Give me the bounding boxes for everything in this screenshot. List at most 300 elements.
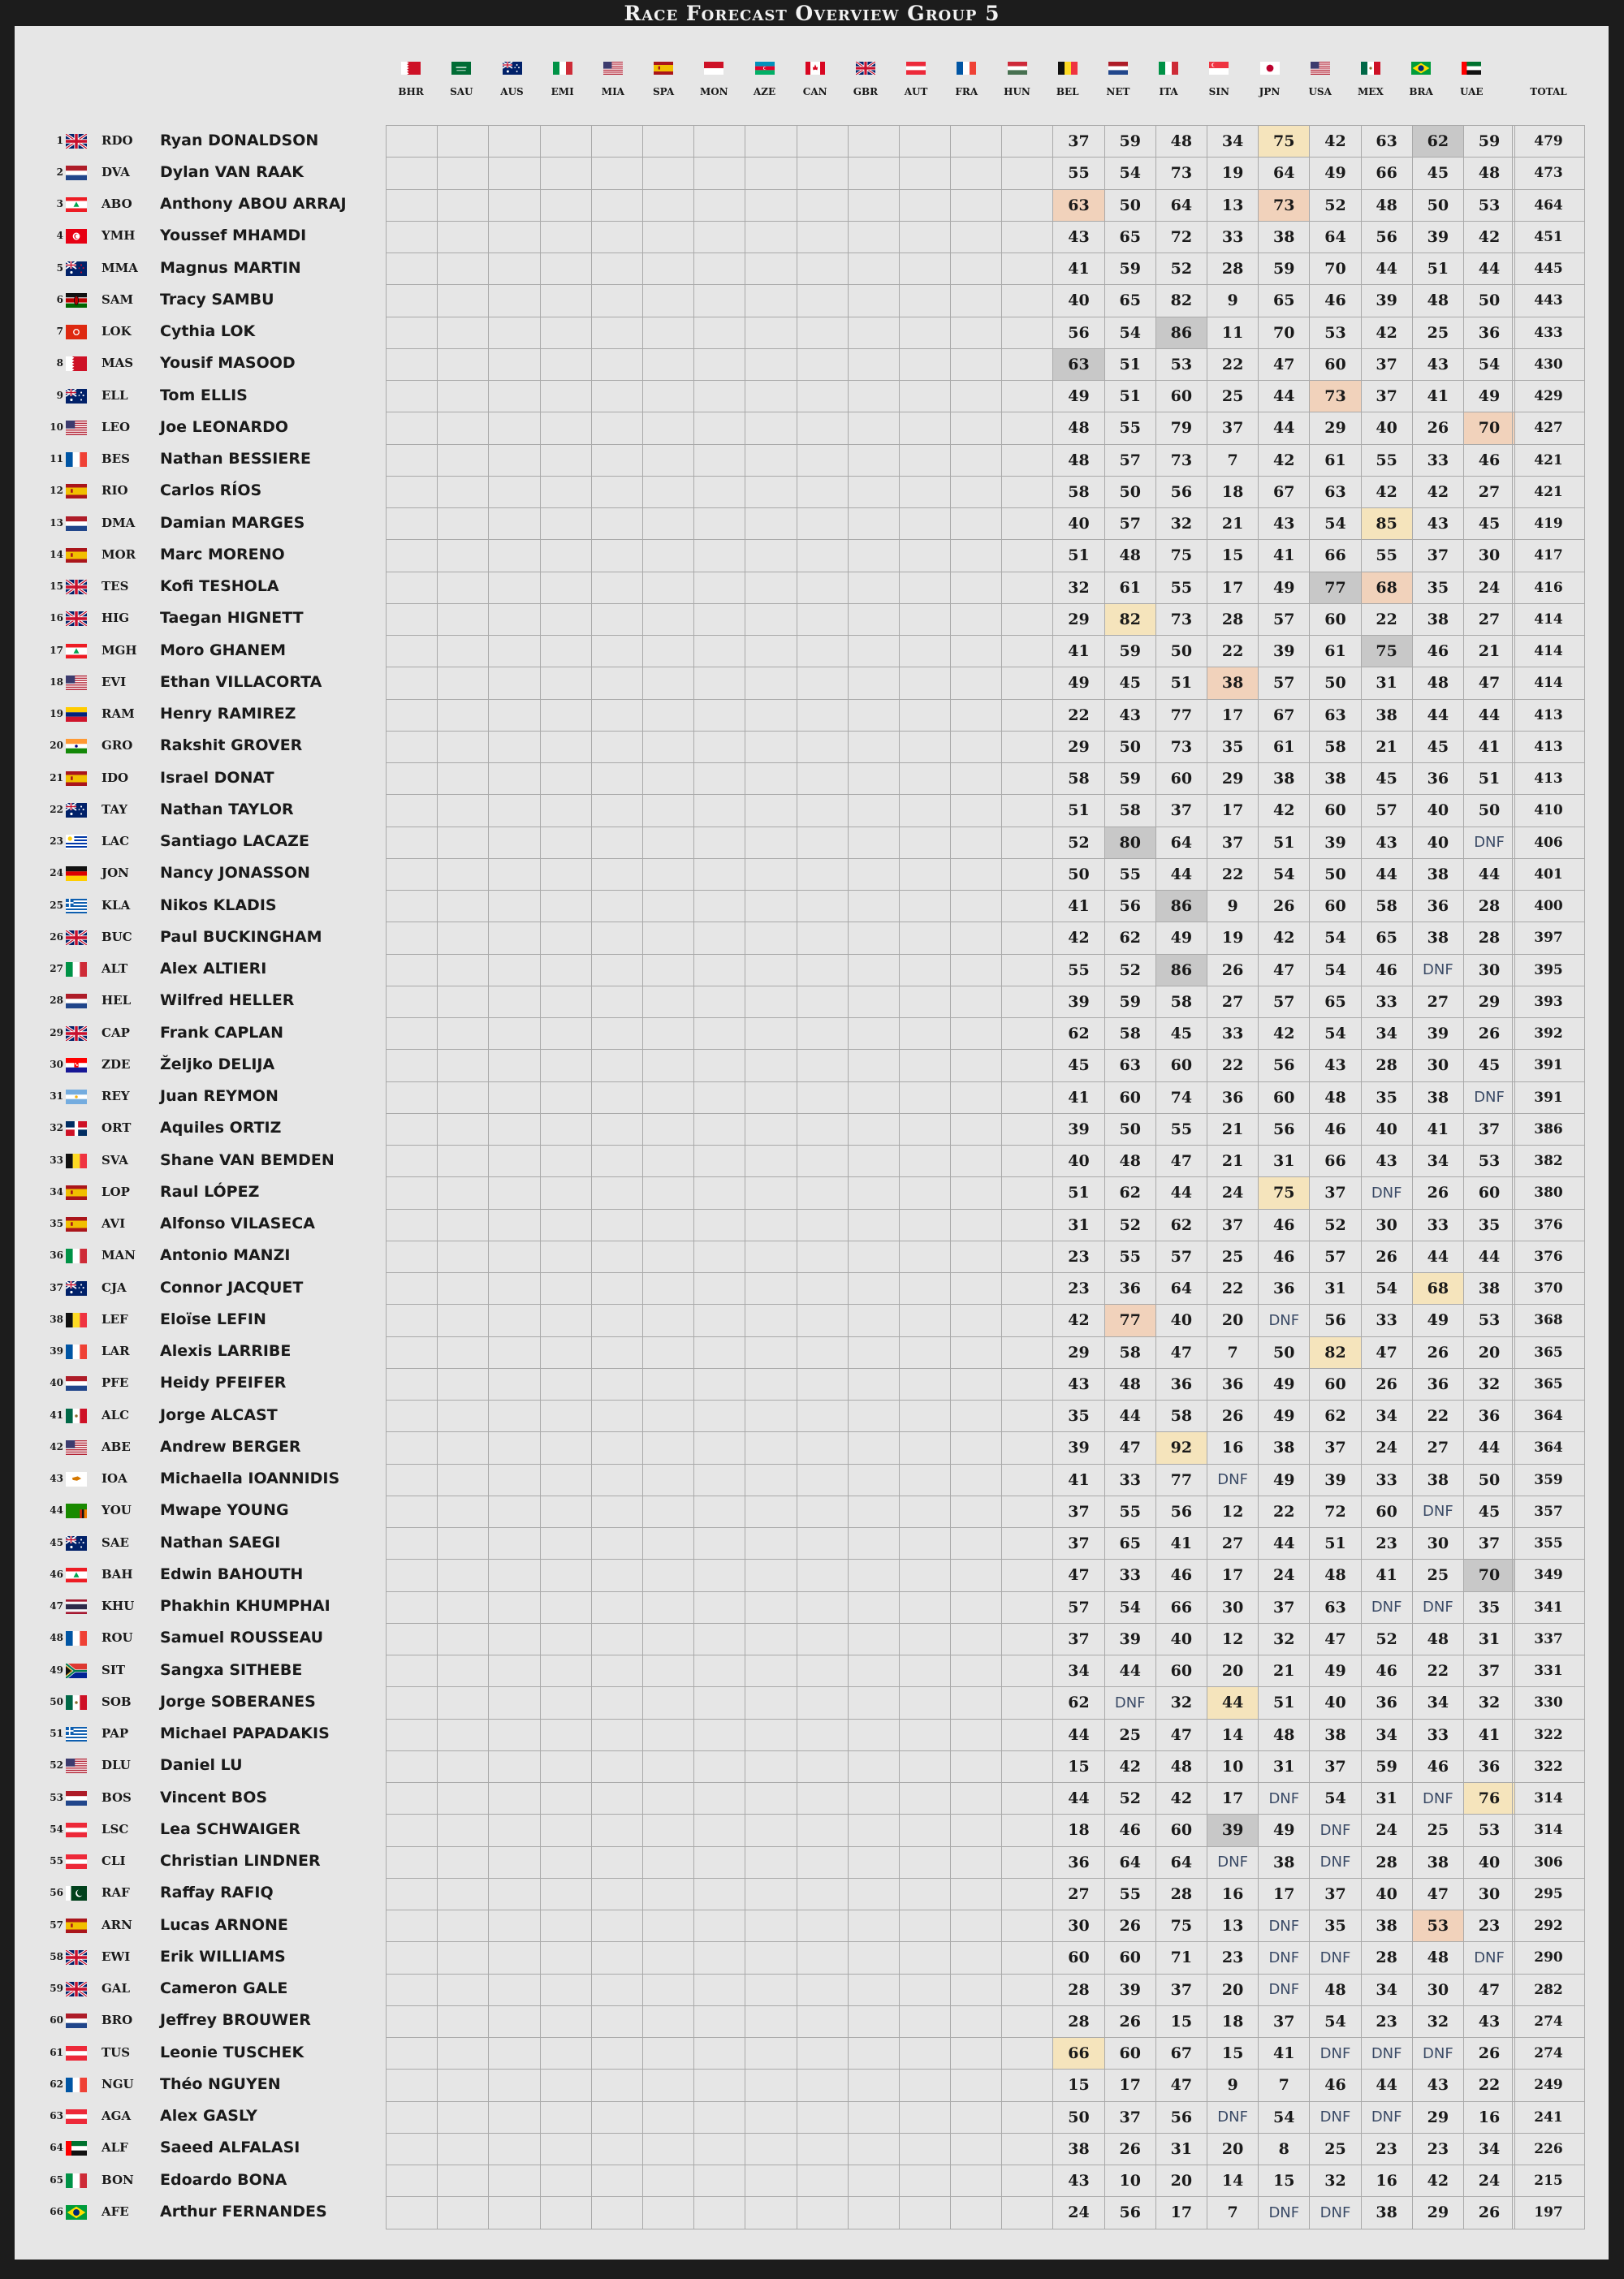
empty-cell-emi (540, 1750, 591, 1782)
empty-cell-aze (745, 1560, 797, 1591)
empty-cell-gbr (848, 763, 899, 795)
empty-cell-sau (438, 1241, 489, 1272)
empty-cell-gbr (848, 221, 899, 253)
score-cell-mex: 22 (1361, 603, 1412, 635)
score-cell-sin: 19 (1207, 922, 1259, 954)
score-cell-mex: DNF (1361, 1177, 1412, 1209)
empty-cell-sau (438, 827, 489, 858)
empty-cell-bhr (387, 1305, 438, 1336)
driver-position: 30 (50, 1058, 63, 1070)
empty-cell-aze (745, 1113, 797, 1145)
empty-cell-mia (591, 1177, 642, 1209)
score-cell-uae: 70 (1463, 1560, 1514, 1591)
empty-cell-bhr (387, 795, 438, 827)
empty-cell-mia (591, 1432, 642, 1464)
driver-abbreviation: REY (102, 1089, 130, 1104)
total-cell: 397 (1513, 922, 1585, 954)
driver-abbreviation: SVA (102, 1152, 128, 1168)
empty-cell-mia (591, 317, 642, 348)
empty-cell-emi (540, 381, 591, 412)
empty-cell-sau (438, 1974, 489, 2005)
empty-cell-gbr (848, 444, 899, 476)
driver-position: 37 (50, 1281, 63, 1293)
driver-position: 20 (50, 740, 63, 752)
empty-cell-emi (540, 221, 591, 253)
score-cell-bra: 33 (1412, 1719, 1463, 1750)
empty-cell-emi (540, 891, 591, 922)
empty-cell-gbr (848, 1687, 899, 1719)
score-cell-bel: 23 (1053, 1273, 1104, 1305)
empty-cell-aze (745, 2038, 797, 2070)
empty-cell-emi (540, 603, 591, 635)
score-cell-bra: DNF (1412, 1591, 1463, 1623)
empty-cell-hun (1002, 1464, 1053, 1496)
driver-abbreviation: BON (102, 2172, 134, 2187)
empty-cell-gbr (848, 1432, 899, 1464)
empty-cell-hun (1002, 1273, 1053, 1305)
empty-cell-can (797, 508, 848, 540)
total-row (1513, 1846, 1585, 1878)
empty-cell-sau (438, 2165, 489, 2197)
score-cell-sin: 37 (1207, 1209, 1259, 1241)
score-cell-ita: 60 (1155, 1050, 1207, 1081)
score-cell-bel: 34 (1053, 1655, 1104, 1687)
empty-cell-mia (591, 2005, 642, 2037)
empty-cell-hun (1002, 763, 1053, 795)
race-flag-hungary-icon (1008, 62, 1027, 75)
score-cell-net: 80 (1104, 827, 1155, 858)
score-cell-usa: 54 (1310, 1018, 1361, 1050)
empty-cell-emi (540, 1846, 591, 1878)
total-cell: 365 (1513, 1336, 1585, 1368)
empty-cell-hun (1002, 1815, 1053, 1846)
driver-abbreviation: ZDE (102, 1056, 131, 1072)
empty-cell-spa (642, 1018, 693, 1050)
empty-cell-can (797, 827, 848, 858)
empty-cell-mon (694, 572, 745, 603)
driver-name: Sangxa SITHEBE (160, 1660, 303, 1679)
score-cell-usa: 63 (1310, 1591, 1361, 1623)
score-cell-jpn: 49 (1259, 1815, 1310, 1846)
empty-cell-sau (438, 1464, 489, 1496)
total-row (1513, 1113, 1585, 1145)
score-cell-mex: 39 (1361, 285, 1412, 317)
score-cell-net: 60 (1104, 2038, 1155, 2070)
empty-cell-hun (1002, 1050, 1053, 1081)
empty-cell-mia (591, 1815, 642, 1846)
empty-cell-mia (591, 1050, 642, 1081)
empty-cell-bhr (387, 1878, 438, 1910)
empty-cell-mon (694, 667, 745, 699)
empty-cell-aus (489, 1018, 540, 1050)
table-row (387, 1942, 1515, 1974)
score-cell-sin: 9 (1207, 2070, 1259, 2101)
empty-cell-mia (591, 1241, 642, 1272)
empty-cell-hun (1002, 986, 1053, 1017)
driver-name: Nathan BESSIERE (160, 450, 311, 468)
score-cell-net: 25 (1104, 1719, 1155, 1750)
driver-abbreviation: LEF (102, 1311, 128, 1327)
empty-cell-bhr (387, 253, 438, 285)
score-cell-bra: 30 (1412, 1528, 1463, 1560)
empty-cell-sau (438, 1177, 489, 1209)
score-cell-ita: 46 (1155, 1560, 1207, 1591)
score-cell-uae: 24 (1463, 2165, 1514, 2197)
total-cell: 443 (1513, 285, 1585, 317)
empty-cell-fra (951, 540, 1002, 572)
driver-flag-france-icon (66, 1345, 87, 1359)
score-cell-uae: 41 (1463, 731, 1514, 762)
score-cell-ita: 47 (1155, 1719, 1207, 1750)
empty-cell-gbr (848, 1719, 899, 1750)
score-cell-jpn: 17 (1259, 1878, 1310, 1910)
driver-name: Željko DELIJA (160, 1055, 275, 1073)
empty-cell-mon (694, 1273, 745, 1305)
score-cell-bel: 41 (1053, 636, 1104, 667)
total-row (1513, 1910, 1585, 1942)
score-cell-usa: DNF (1310, 1815, 1361, 1846)
score-cell-jpn: 31 (1259, 1146, 1310, 1177)
table-row (387, 2133, 1515, 2165)
empty-cell-mia (591, 1910, 642, 1942)
empty-cell-fra (951, 1273, 1002, 1305)
empty-cell-can (797, 1560, 848, 1591)
empty-cell-hun (1002, 1146, 1053, 1177)
score-cell-ita: 58 (1155, 986, 1207, 1017)
empty-cell-fra (951, 2038, 1002, 2070)
empty-cell-emi (540, 858, 591, 890)
table-row (387, 348, 1515, 380)
score-cell-uae: DNF (1463, 1942, 1514, 1974)
empty-cell-aze (745, 1496, 797, 1527)
driver-flag-france-icon (66, 2078, 87, 2092)
empty-cell-mia (591, 126, 642, 158)
driver-flag-germany-icon (66, 866, 87, 881)
driver-flag-netherlands-icon (66, 994, 87, 1008)
empty-cell-spa (642, 2038, 693, 2070)
driver-flag-uk-icon (66, 1950, 87, 1965)
total-row (1513, 1783, 1585, 1815)
driver-name: Andrew BERGER (160, 1437, 301, 1456)
score-cell-bel: 42 (1053, 1305, 1104, 1336)
score-cell-jpn: DNF (1259, 1974, 1310, 2005)
score-cell-net: 55 (1104, 1496, 1155, 1527)
score-cell-bel: 15 (1053, 2070, 1104, 2101)
score-cell-net: 45 (1104, 667, 1155, 699)
empty-cell-mia (591, 348, 642, 380)
empty-cell-bhr (387, 1815, 438, 1846)
empty-cell-gbr (848, 189, 899, 221)
empty-cell-aze (745, 1591, 797, 1623)
empty-cell-sau (438, 1496, 489, 1527)
empty-cell-bhr (387, 2133, 438, 2165)
race-header-bhr: BHR (398, 86, 424, 97)
score-cell-net: 47 (1104, 1432, 1155, 1464)
empty-cell-aze (745, 1401, 797, 1432)
score-cell-ita: 75 (1155, 540, 1207, 572)
score-cell-net: 59 (1104, 253, 1155, 285)
score-cell-bra: 37 (1412, 540, 1463, 572)
empty-cell-aus (489, 285, 540, 317)
empty-cell-aut (899, 1655, 950, 1687)
score-cell-ita: 73 (1155, 603, 1207, 635)
empty-cell-aut (899, 1401, 950, 1432)
empty-cell-hun (1002, 1368, 1053, 1400)
empty-cell-gbr (848, 1846, 899, 1878)
total-row (1513, 444, 1585, 476)
race-header-mia: MIA (601, 86, 624, 97)
total-row (1513, 858, 1585, 890)
empty-cell-sau (438, 636, 489, 667)
total-cell: 355 (1513, 1528, 1585, 1560)
driver-flag-zambia-icon (66, 1504, 87, 1518)
score-cell-uae: 41 (1463, 1719, 1514, 1750)
empty-cell-gbr (848, 1560, 899, 1591)
score-cell-bel: 37 (1053, 126, 1104, 158)
score-cell-sin: 22 (1207, 1273, 1259, 1305)
score-cell-bra: 40 (1412, 827, 1463, 858)
driver-position: 60 (50, 2014, 63, 2026)
driver-flag-uk-icon (66, 611, 87, 626)
empty-cell-sau (438, 795, 489, 827)
driver-abbreviation: HEL (102, 993, 132, 1008)
score-cell-sin: 17 (1207, 699, 1259, 731)
empty-cell-gbr (848, 858, 899, 890)
table-row (387, 2070, 1515, 2101)
driver-abbreviation: AFE (102, 2203, 129, 2219)
race-header-mex: MEX (1358, 86, 1384, 97)
table-row (387, 1113, 1515, 1145)
empty-cell-mia (591, 444, 642, 476)
race-header-mon: MON (699, 86, 728, 97)
driver-flag-italy-icon (66, 1249, 87, 1263)
race-flag-italy-icon (553, 62, 572, 75)
empty-cell-gbr (848, 2101, 899, 2133)
driver-position: 27 (50, 963, 63, 975)
score-cell-bel: 36 (1053, 1846, 1104, 1878)
empty-cell-mon (694, 986, 745, 1017)
score-cell-bel: 32 (1053, 572, 1104, 603)
empty-cell-aus (489, 1783, 540, 1815)
empty-cell-bhr (387, 1018, 438, 1050)
empty-cell-spa (642, 476, 693, 507)
score-cell-uae: 26 (1463, 2197, 1514, 2229)
empty-cell-aut (899, 699, 950, 731)
empty-cell-bhr (387, 1050, 438, 1081)
score-cell-ita: 15 (1155, 2005, 1207, 2037)
driver-abbreviation: TES (102, 579, 129, 594)
empty-cell-gbr (848, 2038, 899, 2070)
empty-cell-sau (438, 731, 489, 762)
score-cell-mex: 42 (1361, 317, 1412, 348)
driver-position: 23 (50, 835, 63, 848)
race-flag-uae-icon (1462, 62, 1481, 75)
empty-cell-mia (591, 189, 642, 221)
driver-name: Samuel ROUSSEAU (160, 1629, 324, 1647)
score-cell-jpn: 51 (1259, 827, 1310, 858)
total-cell: 473 (1513, 158, 1585, 189)
empty-cell-aut (899, 1591, 950, 1623)
empty-cell-sau (438, 1815, 489, 1846)
empty-cell-emi (540, 1018, 591, 1050)
empty-cell-emi (540, 1528, 591, 1560)
empty-cell-mia (591, 1974, 642, 2005)
score-cell-net: 51 (1104, 348, 1155, 380)
score-cell-sin: 37 (1207, 827, 1259, 858)
driver-name: Saeed ALFALASI (160, 2139, 300, 2157)
total-cell: 421 (1513, 444, 1585, 476)
driver-flag-italy-icon (66, 2173, 87, 2188)
score-cell-bra: 26 (1412, 412, 1463, 444)
score-cell-ita: 64 (1155, 189, 1207, 221)
empty-cell-sau (438, 1719, 489, 1750)
empty-cell-aze (745, 1942, 797, 1974)
empty-cell-gbr (848, 1401, 899, 1432)
score-cell-ita: 62 (1155, 1209, 1207, 1241)
total-row (1513, 1401, 1585, 1432)
empty-cell-can (797, 2005, 848, 2037)
empty-cell-mon (694, 1241, 745, 1272)
score-cell-uae: DNF (1463, 827, 1514, 858)
empty-cell-fra (951, 1783, 1002, 1815)
score-cell-ita: 48 (1155, 1750, 1207, 1782)
score-cell-bra: 48 (1412, 285, 1463, 317)
score-cell-usa: 49 (1310, 1655, 1361, 1687)
empty-cell-aze (745, 1146, 797, 1177)
empty-cell-hun (1002, 540, 1053, 572)
driver-position: 61 (50, 2046, 63, 2058)
score-cell-bra: 48 (1412, 1942, 1463, 1974)
score-cell-usa: 29 (1310, 412, 1361, 444)
empty-cell-aus (489, 1591, 540, 1623)
empty-cell-mon (694, 1974, 745, 2005)
empty-cell-emi (540, 2101, 591, 2133)
empty-cell-aze (745, 827, 797, 858)
score-cell-uae: 32 (1463, 1368, 1514, 1400)
table-row (387, 1018, 1515, 1050)
empty-cell-aze (745, 2133, 797, 2165)
empty-cell-spa (642, 1081, 693, 1113)
empty-cell-aus (489, 2197, 540, 2229)
driver-abbreviation: CLI (102, 1854, 126, 1869)
empty-cell-aut (899, 1750, 950, 1782)
driver-position: 17 (50, 644, 63, 656)
driver-position: 19 (50, 708, 63, 720)
driver-name: Henry RAMIREZ (160, 705, 296, 723)
empty-cell-aut (899, 572, 950, 603)
total-cell: 314 (1513, 1815, 1585, 1846)
total-row (1513, 572, 1585, 603)
empty-cell-hun (1002, 1081, 1053, 1113)
driver-name: Leonie TUSCHEK (160, 2043, 304, 2061)
score-cell-net: 59 (1104, 986, 1155, 1017)
empty-cell-can (797, 1018, 848, 1050)
score-cell-mex: 68 (1361, 572, 1412, 603)
driver-flag-australia-icon (66, 389, 87, 404)
driver-abbreviation: SIT (102, 1662, 126, 1677)
empty-cell-aut (899, 1623, 950, 1655)
empty-cell-aut (899, 1018, 950, 1050)
empty-cell-gbr (848, 1464, 899, 1496)
score-cell-bel: 15 (1053, 1750, 1104, 1782)
driver-position: 11 (50, 453, 63, 465)
driver-name: Frank CAPLAN (160, 1023, 284, 1042)
score-cell-ita: 40 (1155, 1623, 1207, 1655)
driver-position: 56 (50, 1887, 63, 1899)
score-cell-jpn: 49 (1259, 572, 1310, 603)
empty-cell-aus (489, 2038, 540, 2070)
driver-abbreviation: DLU (102, 1758, 131, 1773)
total-cell: 357 (1513, 1496, 1585, 1527)
driver-abbreviation: ALF (102, 2140, 128, 2156)
empty-cell-mon (694, 189, 745, 221)
score-cell-sin: 28 (1207, 253, 1259, 285)
score-cell-bra: 29 (1412, 2197, 1463, 2229)
empty-cell-mon (694, 412, 745, 444)
score-cell-net: 65 (1104, 285, 1155, 317)
score-cell-mex: 42 (1361, 476, 1412, 507)
score-cell-uae: 60 (1463, 1177, 1514, 1209)
score-cell-net: 82 (1104, 603, 1155, 635)
empty-cell-mia (591, 285, 642, 317)
score-cell-net: 48 (1104, 1146, 1155, 1177)
empty-cell-emi (540, 1113, 591, 1145)
score-cell-bra: 48 (1412, 667, 1463, 699)
empty-cell-aus (489, 1464, 540, 1496)
score-cell-ita: 37 (1155, 795, 1207, 827)
empty-cell-mia (591, 2133, 642, 2165)
score-cell-usa: 48 (1310, 1974, 1361, 2005)
score-cell-uae: 51 (1463, 763, 1514, 795)
driver-flag-uae-icon (66, 2141, 87, 2156)
total-cell: 416 (1513, 572, 1585, 603)
driver-position: 24 (50, 867, 63, 879)
total-row (1513, 508, 1585, 540)
empty-cell-aze (745, 1910, 797, 1942)
total-cell: 391 (1513, 1081, 1585, 1113)
empty-cell-aze (745, 1623, 797, 1655)
empty-cell-can (797, 253, 848, 285)
empty-cell-can (797, 1177, 848, 1209)
driver-name: Alex GASLY (160, 2107, 257, 2126)
driver-flag-uk-icon (66, 134, 87, 149)
empty-cell-gbr (848, 572, 899, 603)
race-header-net: NET (1106, 86, 1130, 97)
driver-position: 31 (50, 1090, 63, 1103)
total-row (1513, 2101, 1585, 2133)
table-row (387, 2197, 1515, 2229)
driver-position: 49 (50, 1664, 63, 1676)
empty-cell-can (797, 603, 848, 635)
total-cell: 393 (1513, 986, 1585, 1017)
empty-cell-mia (591, 2038, 642, 2070)
empty-cell-hun (1002, 317, 1053, 348)
empty-cell-aze (745, 636, 797, 667)
empty-cell-aus (489, 1910, 540, 1942)
total-row (1513, 795, 1585, 827)
total-row (1513, 2038, 1585, 2070)
score-cell-bel: 62 (1053, 1018, 1104, 1050)
score-cell-usa: 52 (1310, 189, 1361, 221)
empty-cell-can (797, 1878, 848, 1910)
driver-flag-new-zealand-icon (66, 261, 87, 276)
empty-cell-fra (951, 1815, 1002, 1846)
score-cell-bra: 26 (1412, 1336, 1463, 1368)
empty-cell-aut (899, 317, 950, 348)
driver-flag-venezuela-icon (66, 707, 87, 722)
score-cell-bra: 43 (1412, 348, 1463, 380)
table-row (387, 1368, 1515, 1400)
